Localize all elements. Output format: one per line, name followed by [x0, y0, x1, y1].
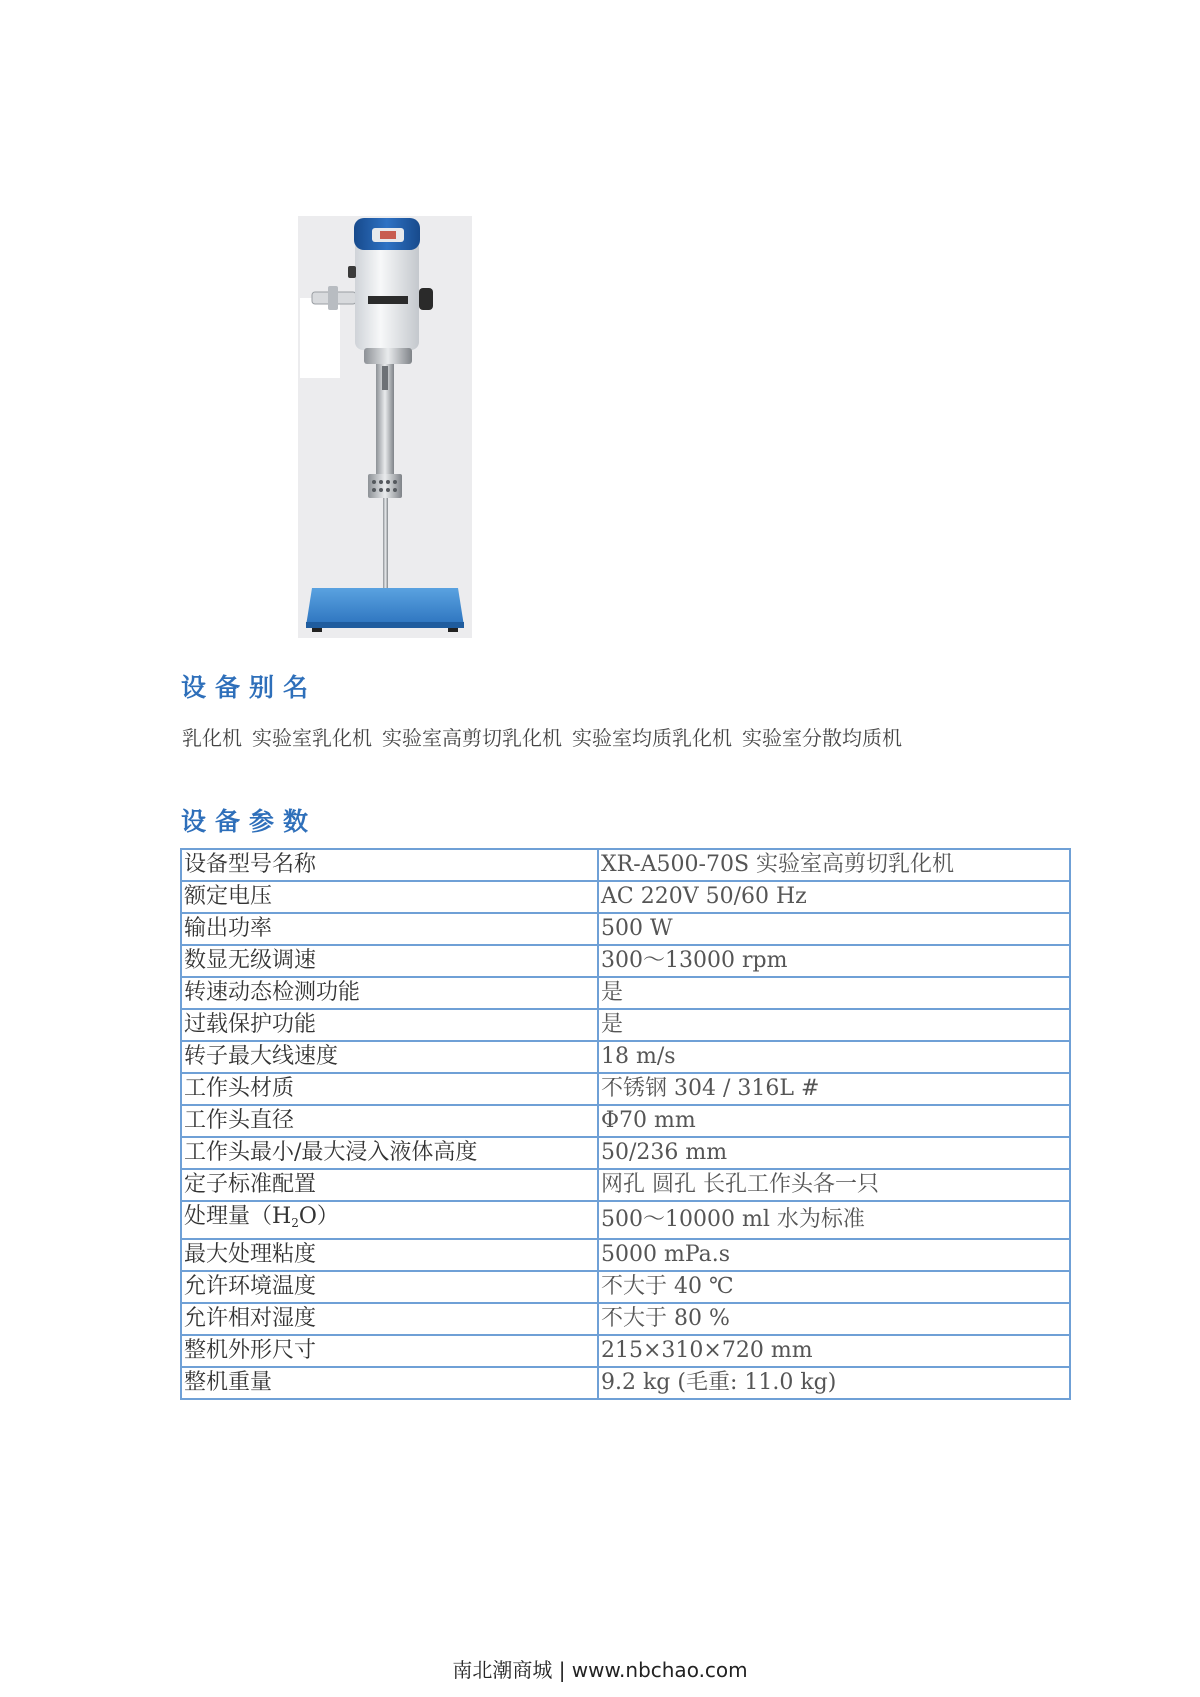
param-name: 允许环境温度	[181, 1271, 598, 1303]
table-row	[181, 881, 1070, 913]
table-row	[181, 1335, 1070, 1367]
param-name: 转子最大线速度	[181, 1041, 598, 1073]
table-row	[181, 1009, 1070, 1041]
param-value: XR-A500-70S 实验室高剪切乳化机	[598, 849, 1070, 881]
alias-item: 实验室乳化机	[252, 726, 372, 750]
param-value: 18 m/s	[598, 1041, 1070, 1073]
alias-item: 实验室均质乳化机	[572, 726, 732, 750]
param-value: 300～13000 rpm	[598, 945, 1070, 977]
param-name	[181, 1201, 598, 1239]
param-name: 设备型号名称	[181, 849, 598, 881]
param-value: 是	[598, 1009, 1070, 1041]
table-row	[181, 1271, 1070, 1303]
param-value: 不锈钢 304 / 316L #	[598, 1073, 1070, 1105]
param-value: 9.2 kg (毛重: 11.0 kg)	[598, 1367, 1070, 1399]
table-row	[181, 977, 1070, 1009]
alias-item: 实验室分散均质机	[742, 726, 902, 750]
alias-item: 乳化机	[182, 726, 242, 750]
table-row	[181, 913, 1070, 945]
param-name: 定子标准配置	[181, 1169, 598, 1201]
alias-list	[182, 722, 912, 751]
param-value: 不大于 80 %	[598, 1303, 1070, 1335]
table-row	[181, 1239, 1070, 1271]
param-name: 允许相对湿度	[181, 1303, 598, 1335]
alias-item: 实验室高剪切乳化机	[382, 726, 562, 750]
param-name-subscript: 2	[291, 1216, 299, 1230]
param-name: 额定电压	[181, 881, 598, 913]
footer-site-link[interactable]: 南北潮商城 | www.nbchao.com	[452, 1658, 748, 1682]
table-row	[181, 1169, 1070, 1201]
param-value: 是	[598, 977, 1070, 1009]
param-value: 网孔 圆孔 长孔工作头各一只	[598, 1169, 1070, 1201]
param-value: 50/236 mm	[598, 1137, 1070, 1169]
param-value: AC 220V 50/60 Hz	[598, 881, 1070, 913]
param-name-suffix: O）	[298, 1204, 339, 1229]
param-value: 215×310×720 mm	[598, 1335, 1070, 1367]
table-row	[181, 849, 1070, 881]
table-row	[181, 1137, 1070, 1169]
product-photo	[298, 216, 472, 638]
params-heading: 设备参数	[181, 807, 318, 836]
param-name: 整机外形尺寸	[181, 1335, 598, 1367]
param-value: 5000 mPa.s	[598, 1239, 1070, 1271]
params-table	[180, 848, 1071, 1400]
param-value: 不大于 40 ℃	[598, 1271, 1070, 1303]
table-row	[181, 1303, 1070, 1335]
table-row	[181, 1105, 1070, 1137]
table-row	[181, 1367, 1070, 1399]
table-row	[181, 1201, 1070, 1239]
param-name: 输出功率	[181, 913, 598, 945]
param-name: 转速动态检测功能	[181, 977, 598, 1009]
param-name: 过载保护功能	[181, 1009, 598, 1041]
param-name: 工作头直径	[181, 1105, 598, 1137]
param-name: 整机重量	[181, 1367, 598, 1399]
param-name: 最大处理粘度	[181, 1239, 598, 1271]
table-row	[181, 1041, 1070, 1073]
param-name-prefix: 处理量（H	[184, 1204, 292, 1229]
param-value: 500～10000 ml 水为标准	[598, 1201, 1070, 1239]
param-name: 工作头材质	[181, 1073, 598, 1105]
param-name: 数显无级调速	[181, 945, 598, 977]
emulsifier-illustration	[298, 216, 472, 638]
param-value: Φ70 mm	[598, 1105, 1070, 1137]
table-row	[181, 1073, 1070, 1105]
param-value: 500 W	[598, 913, 1070, 945]
alias-heading: 设备别名	[181, 673, 318, 702]
table-row	[181, 945, 1070, 977]
param-name: 工作头最小/最大浸入液体高度	[181, 1137, 598, 1169]
